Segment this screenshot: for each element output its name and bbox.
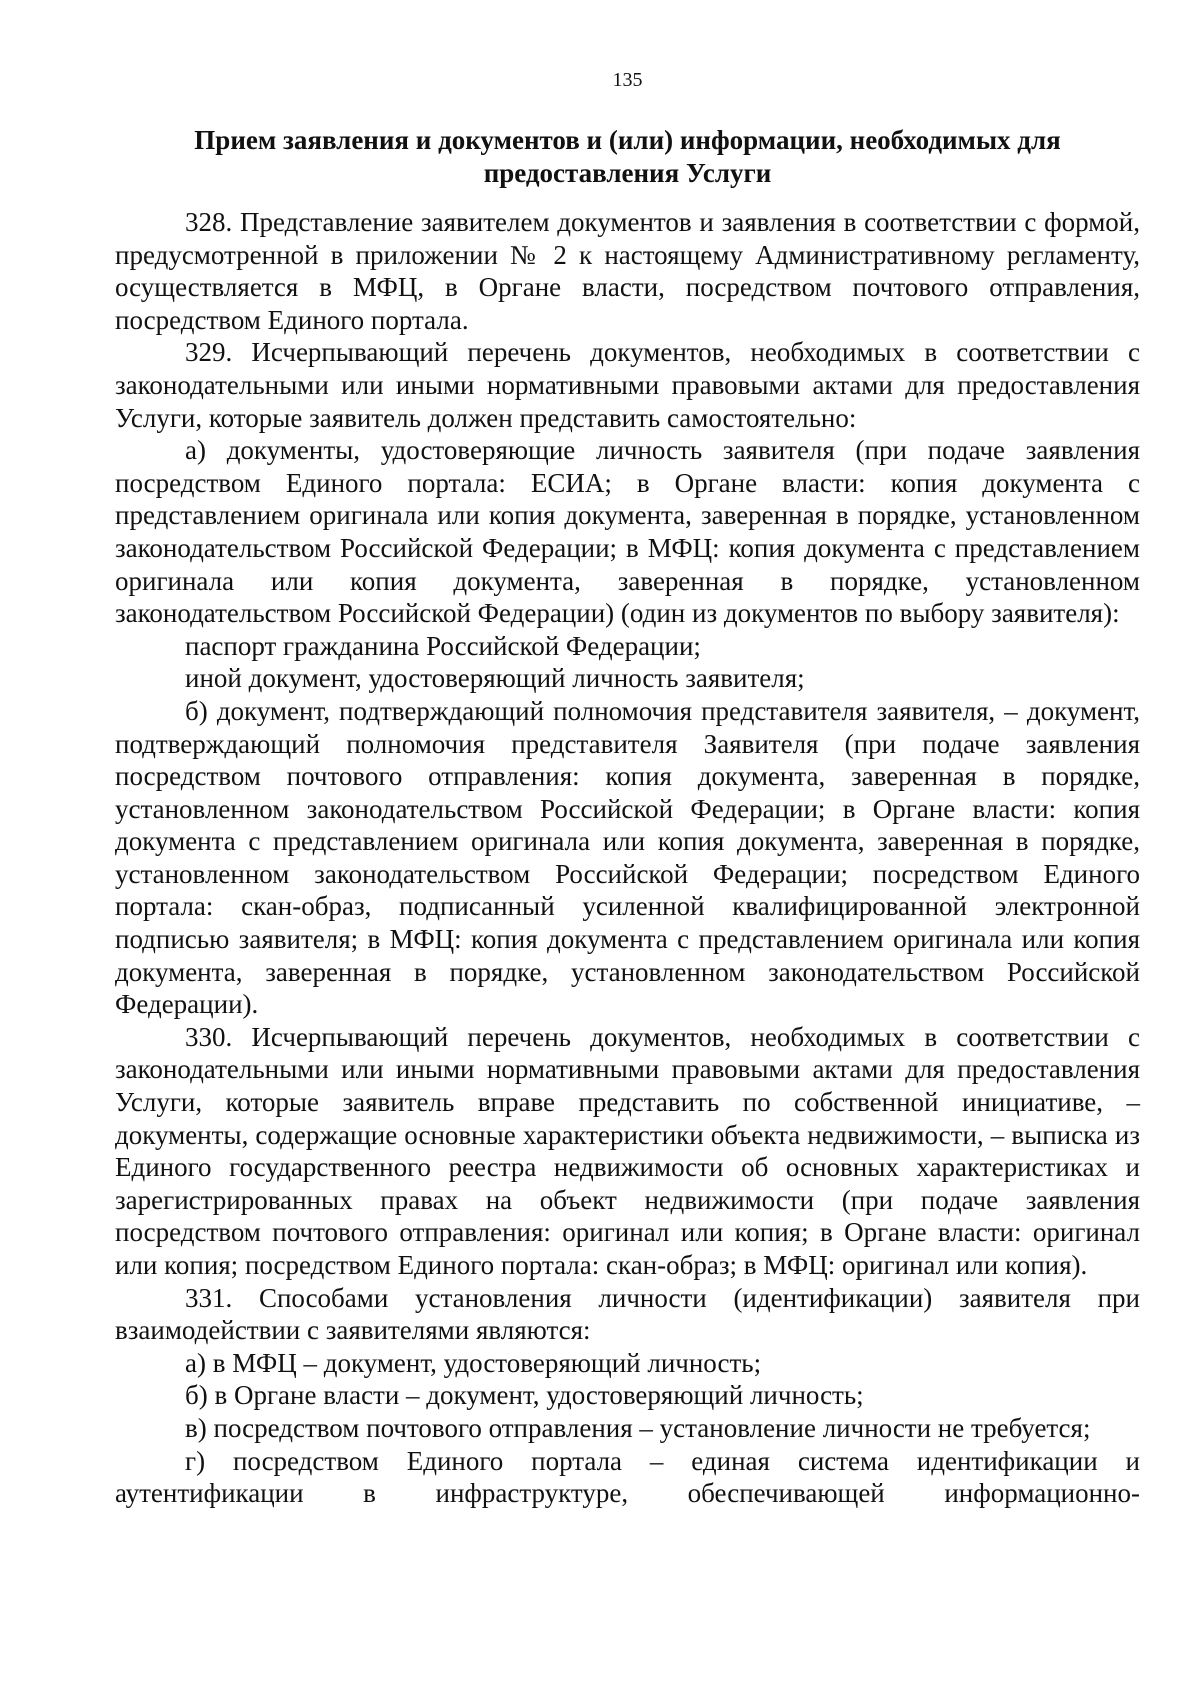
document-page — [115, 60, 1140, 1510]
item-a-mfc: а) в МФЦ – документ, удостоверяющий личность; — [185, 1347, 762, 1378]
item-passport: паспорт гражданина Российской Федерации; — [185, 630, 701, 661]
paragraph-330: 330. Исчерпывающий перечень документов, необходимых в соответствии с законодательными или иными нормативными правовыми актами для предоставления Услуги, которые заявитель вправе представить по собственной инициативе, – документы, содержащие основные характеристики объекта недвижимости, – выписка из Единого государственного реестра недвижимости об основных характеристиках и зарегистрированных правах на объект недвижимости (при подаче заявления посредством почтового отправления: оригинал или копия; в Органе власти: оригинал или копия; посредством Единого портала: скан-образ; в МФЦ: оригинал или копия). — [115, 1021, 1140, 1280]
item-other-identity-document: иной документ, удостоверяющий личность заявителя; — [185, 663, 805, 694]
item-g-portal: г) посредством Единого портала – единая система идентификации и аутентификации в инфраструктуре, обеспечивающей информационно- — [115, 1445, 1140, 1509]
item-b-authority-document: б) документ, подтверждающий полномочия представителя заявителя, – документ, подтверждающий полномочия представителя Заявителя (при подаче заявления посредством почтового отправления: копия документа, заверенная в порядке, установленном законодательством Российской Федерации; в Органе власти: копия документа с представлением оригинала или копия документа, заверенная в порядке, установленном законодательством Российской Федерации; посредством Единого портала: скан-образ, подписанный усиленной квалифицированной электронной подписью заявителя; в МФЦ: копия документа с представлением оригинала или копия документа, заверенная в порядке, установленном законодательством Российской Федерации). — [115, 695, 1140, 1020]
item-a-identity-documents: а) документы, удостоверяющие личность заявителя (при подаче заявления посредством Единого портала: ЕСИА; в Органе власти: копия документа с представлением оригинала или копия документа, заверенная в порядке, установленном законодательством Российской Федерации; в МФЦ: копия документа с представлением оригинала или копия документа, заверенная в порядке, установленном законодательством Российской Федерации) (один из документов по выбору заявителя): — [115, 435, 1140, 629]
section-title-line-2: предоставления Услуги — [483, 158, 772, 188]
paragraph-328: 328. Представление заявителем документов и заявления в соответствии с формой, предусмотренной в приложении № 2 к настоящему Административному регламенту, осуществляется в МФЦ, в Органе власти, посредством почтового отправления, посредством Единого портала. — [115, 207, 1140, 335]
item-b-authority: б) в Органе власти – документ, удостоверяющий личность; — [185, 1380, 864, 1411]
section-title-line-1: Прием заявления и документов и (или) информации, необходимых для — [194, 125, 1061, 155]
item-v-postal: в) посредством почтового отправления – установление личности не требуется; — [185, 1412, 1091, 1443]
page-number: 135 — [612, 69, 643, 91]
paragraph-329: 329. Исчерпывающий перечень документов, необходимых в соответствии с законодательными или иными нормативными правовыми актами для предоставления Услуги, которые заявитель должен представить самостоятельно: — [115, 337, 1140, 433]
section-title — [115, 124, 1140, 190]
paragraph-331: 331. Способами установления личности (идентификации) заявителя при взаимодействии с заявителями являются: — [115, 1282, 1140, 1346]
